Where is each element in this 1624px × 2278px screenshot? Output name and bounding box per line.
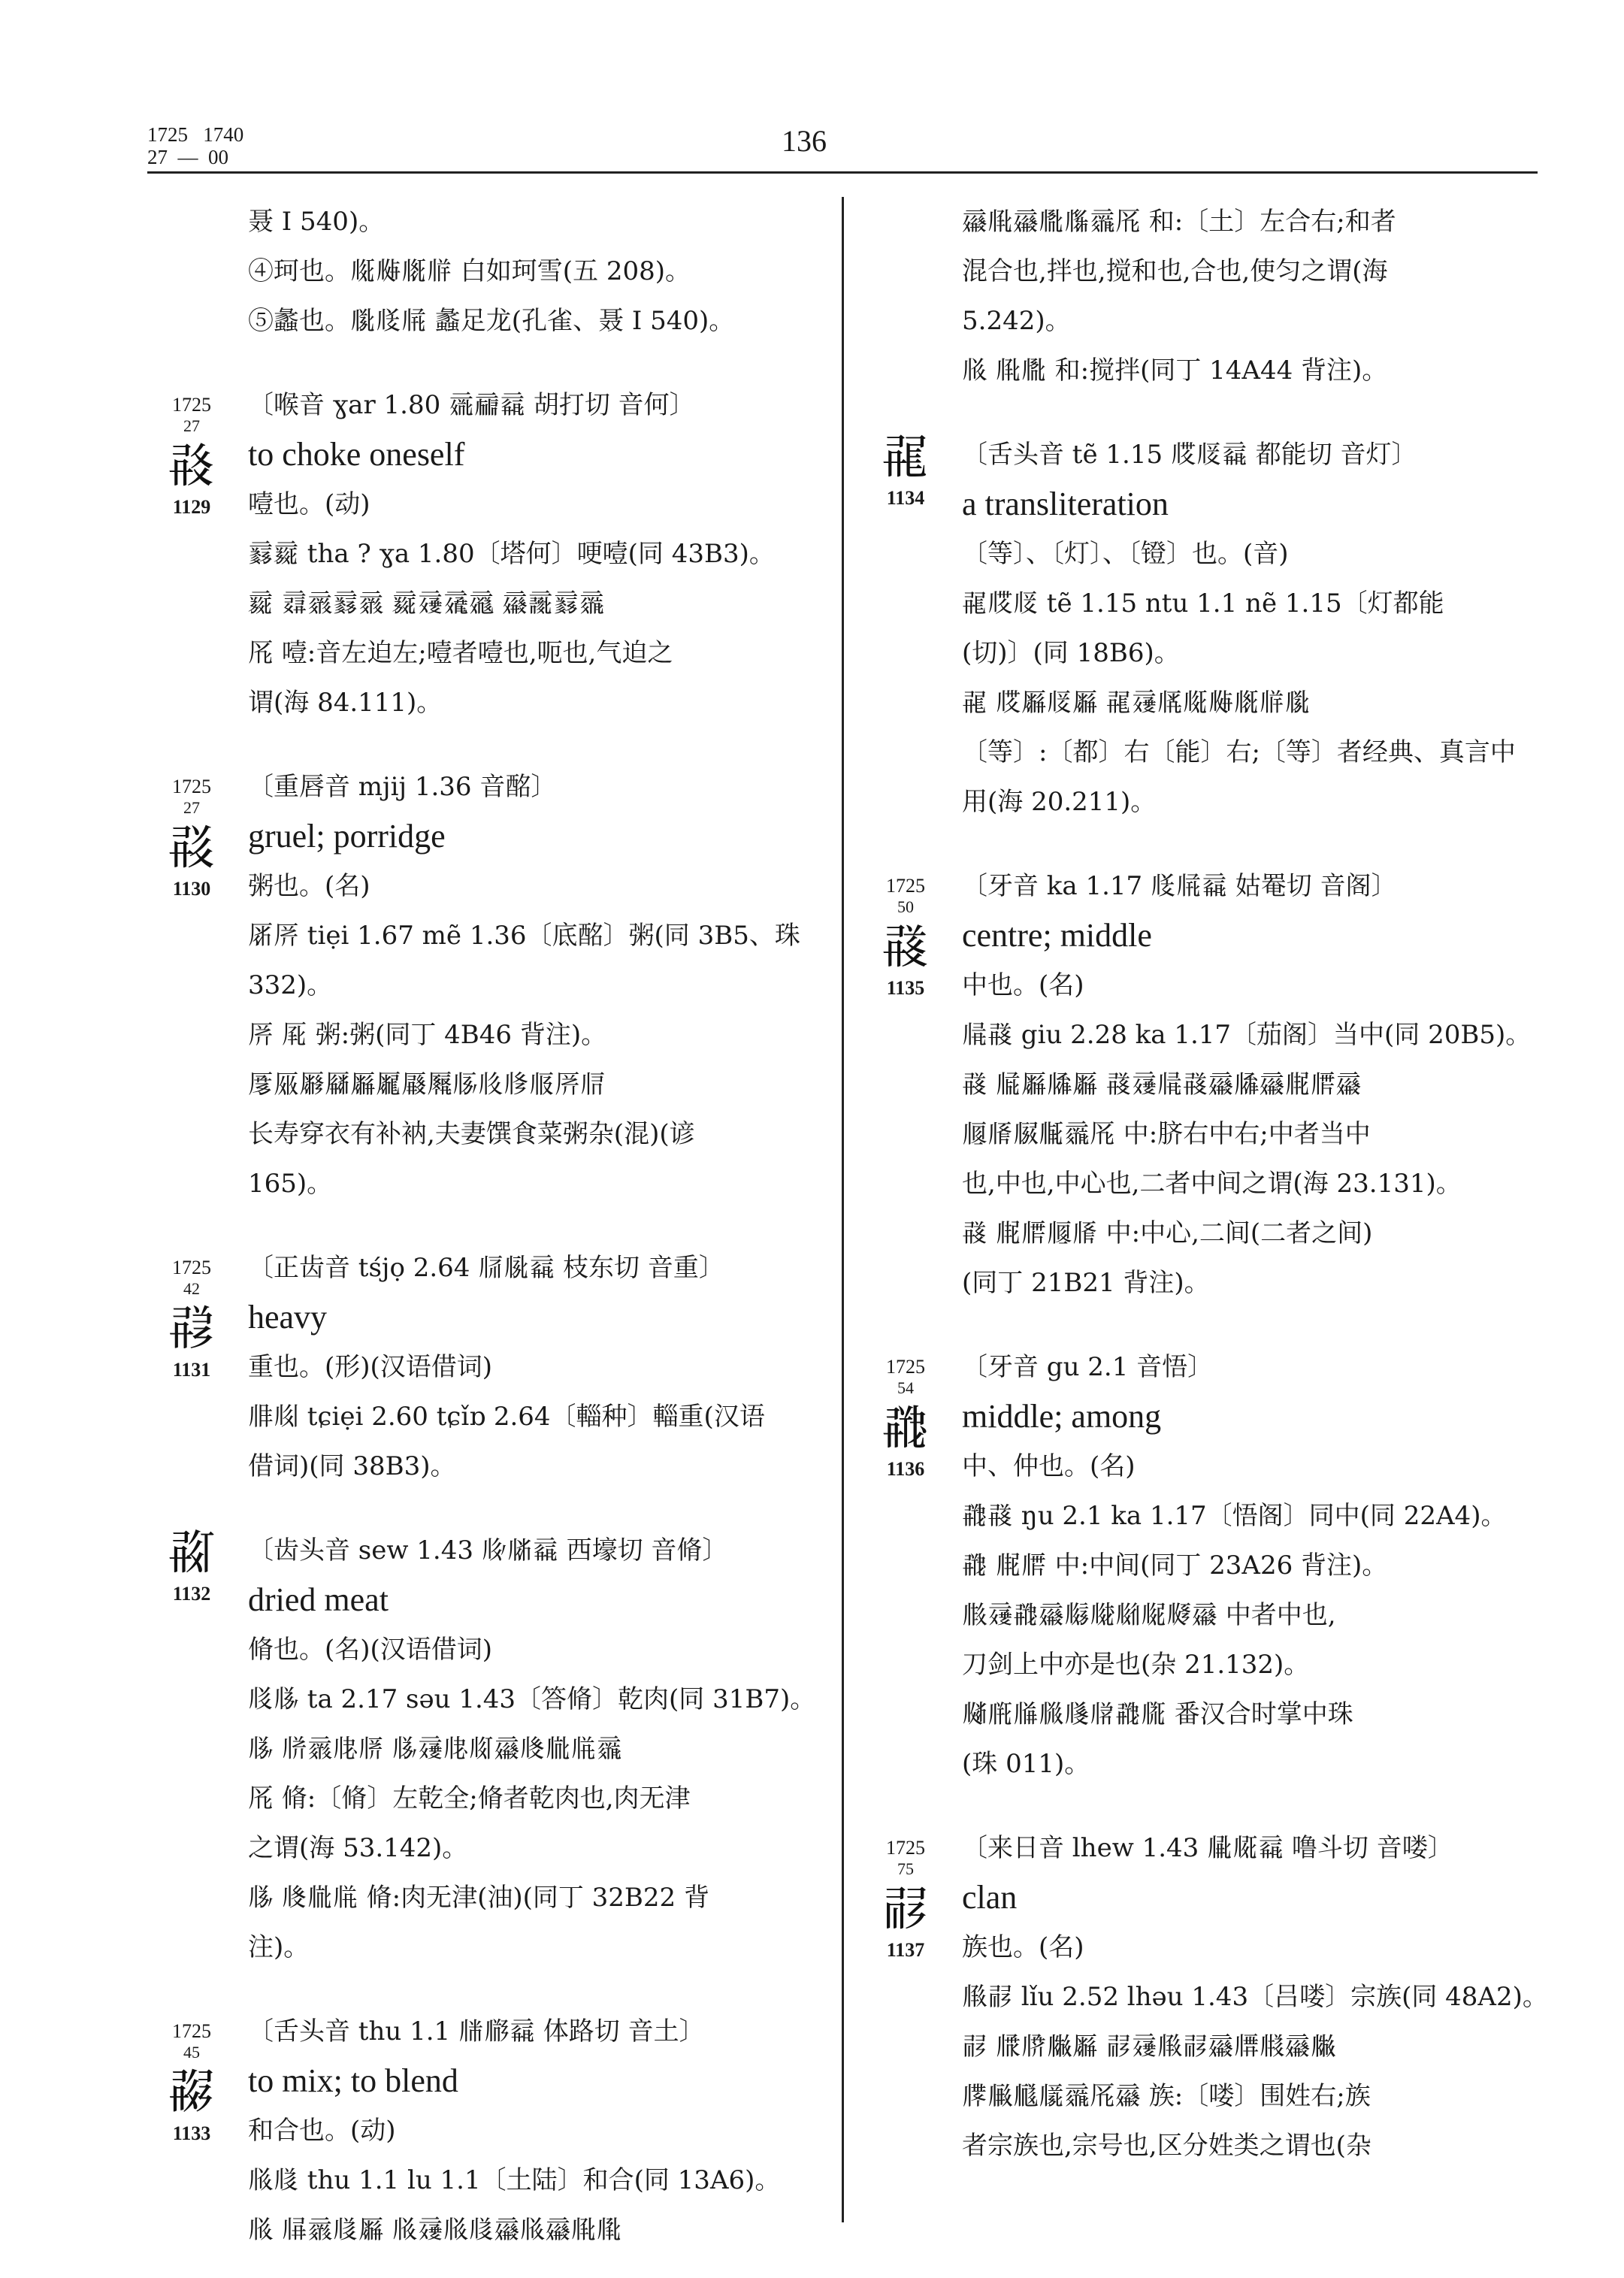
headword-glyph: 𘄣 bbox=[168, 1525, 216, 1581]
headword-glyph: 𘄨 bbox=[882, 1881, 930, 1937]
entry-line: 用(海 20.211)。 bbox=[962, 787, 1157, 817]
entry-line: 之谓(海 53.142)。 bbox=[248, 1833, 468, 1863]
dictionary-entry bbox=[882, 861, 1623, 1308]
entry-line: 𗄵 𗄶𗄖𗄷𗄸 𗄵𗄗𗄷𗄹𗄚𗄺𗄻𗄼𗄜 bbox=[248, 1734, 622, 1764]
entry-margin-label bbox=[150, 1243, 233, 1381]
header-range bbox=[147, 123, 243, 168]
headword-glyph: 𘄧 bbox=[882, 1400, 930, 1456]
entry-line: 〔等〕:〔都〕右〔能〕右;〔等〕者经典、真言中 bbox=[962, 737, 1516, 767]
continuation-line: 5.242)。 bbox=[962, 306, 1071, 336]
entry-line: 〔重唇音 mjij 1.36 音酩〕 bbox=[248, 772, 557, 802]
entry-line: 𘄨 𗅩𗅪𗅫𗄥 𘄨𗄗𗅨𘄨𗄚𗅬𗅭𗄚𗅫 bbox=[962, 2031, 1336, 2062]
continuation-line: 聂 I 540)。 bbox=[248, 207, 385, 237]
entry-gap bbox=[248, 1209, 909, 1243]
entry-number: 1129 bbox=[172, 496, 211, 518]
dictionary-entry bbox=[168, 762, 909, 1209]
dictionary-entry bbox=[882, 429, 1623, 827]
entry-line: 𘄧 𗅓𗅔 中:中间(同丁 23A26 背注)。 bbox=[962, 1550, 1388, 1581]
entry-year: 1725 bbox=[172, 776, 211, 797]
headword-glyph: 𘄡 bbox=[168, 820, 216, 876]
english-gloss: middle; among bbox=[962, 1398, 1162, 1435]
english-gloss: centre; middle bbox=[962, 917, 1152, 954]
entry-gap bbox=[962, 827, 1623, 861]
entry-margin-label bbox=[150, 1523, 233, 1605]
entry-subcode: 27 bbox=[183, 416, 200, 435]
entry-line: 〔舌头音 thu 1.1 𗄽𗄾𗄒 体路切 音土〕 bbox=[248, 2016, 705, 2047]
page-number: 136 bbox=[782, 124, 827, 158]
english-gloss: a transliteration bbox=[962, 486, 1169, 522]
english-gloss: heavy bbox=[248, 1299, 328, 1336]
entry-margin-label bbox=[864, 427, 947, 510]
entry-line: 𗄓𗄔 tha ? ɣa 1.80〔塔何〕哽噎(同 43B3)。 bbox=[248, 539, 775, 569]
entry-year: 1725 bbox=[172, 2020, 211, 2042]
entry-line: 𘄦 𗅑𗄥𗅒𗄥 𘄦𗄗𗅐𘄦𗄚𗅒𗄚𗅓𗅔𗄚 bbox=[962, 1069, 1362, 1100]
entry-line: 𗄞𗄟 tiẹi 1.67 mẽ 1.36〔底酩〕粥(同 3B5、珠 bbox=[248, 921, 800, 951]
entry-line: 族也。(名) bbox=[962, 1932, 1084, 1962]
header-range-bottom: 27 — 00 bbox=[147, 146, 228, 168]
entry-gap bbox=[248, 1972, 909, 2007]
entry-subcode: 42 bbox=[183, 1279, 200, 1298]
entry-line: 和合也。(动) bbox=[248, 2116, 396, 2146]
entry-number: 1136 bbox=[886, 1458, 925, 1480]
dictionary-entry bbox=[882, 1342, 1623, 1789]
header-rule bbox=[147, 171, 1538, 174]
entry-line: 〔齿头音 sew 1.43 𗄲𗄳𗄒 西壕切 音脩〕 bbox=[248, 1535, 728, 1566]
dictionary-entry bbox=[168, 2007, 909, 2255]
english-gloss: gruel; porridge bbox=[248, 818, 446, 855]
entry-margin-label bbox=[864, 1342, 947, 1481]
dictionary-entry bbox=[168, 380, 909, 728]
entry-year: 1725 bbox=[886, 875, 925, 897]
entry-gap bbox=[248, 346, 909, 380]
entry-line: 者宗族也,宗号也,区分姓类之谓也(杂 bbox=[962, 2131, 1371, 2161]
entry-subcode: 45 bbox=[183, 2043, 200, 2062]
entry-gap bbox=[248, 728, 909, 762]
headword-glyph: 𘄦 bbox=[882, 919, 930, 975]
entry-line: 𗄟 𗄠 粥:粥(同丁 4B46 背注)。 bbox=[248, 1020, 607, 1050]
entry-number: 1133 bbox=[172, 2122, 211, 2144]
entry-line: 中也。(名) bbox=[962, 970, 1084, 1000]
entry-line: 𗄰𗄱 tɕiẹi 2.60 tɕǐɒ 2.64〔輜种〕輜重(汉语 bbox=[248, 1402, 765, 1432]
entry-year: 1725 bbox=[172, 394, 211, 416]
english-gloss: to mix; to blend bbox=[248, 2062, 458, 2099]
entry-line: 粥也。(名) bbox=[248, 871, 370, 901]
entry-line: 〔舌头音 tẽ 1.15 𗅆𗅇𗄒 都能切 音灯〕 bbox=[962, 440, 1417, 470]
continuation-line: 𗄿 𗅂𗅄 和:搅拌(同丁 14A44 背注)。 bbox=[962, 355, 1388, 386]
entry-line: 𗄝 噎:音左迫左;噎者噎也,呃也,气迫之 bbox=[248, 638, 673, 668]
entry-line: 中、仲也。(名) bbox=[962, 1451, 1136, 1481]
entry-year: 1725 bbox=[172, 1257, 211, 1278]
entry-line: 𘄥 𗅆𗄥𗅇𗄥 𘄥𗄗𗅈𗅉𗅊𗅋𗅌𗅍 bbox=[962, 688, 1311, 718]
entry-line: 刀剑上中亦是也(杂 21.132)。 bbox=[962, 1650, 1310, 1680]
dictionary-entry bbox=[882, 1823, 1623, 2171]
left-column bbox=[168, 197, 909, 2255]
entry-line: 𗄿 𗅁𗄖𗅀𗄥 𗄿𗄗𗄿𗅀𗄚𗄿𗄚𗅂𗅃 bbox=[248, 2215, 622, 2245]
entry-line: 谓(海 84.111)。 bbox=[248, 688, 443, 718]
entry-number: 1130 bbox=[172, 878, 211, 900]
entry-number: 1135 bbox=[886, 977, 925, 999]
english-gloss: to choke oneself bbox=[248, 436, 465, 473]
entry-line: 借词)(同 38B3)。 bbox=[248, 1451, 456, 1481]
entry-line: 𗄝 脩:〔脩〕左乾全;脩者乾肉也,肉无津 bbox=[248, 1783, 691, 1814]
entry-gap bbox=[962, 1789, 1623, 1823]
dictionary-entry bbox=[168, 1243, 909, 1491]
entry-line: 噎也。(动) bbox=[248, 489, 370, 519]
entry-line: 〔来日音 lhew 1.43 𗅦𗅧𗄒 噜斗切 音喽〕 bbox=[962, 1833, 1453, 1863]
entry-line: 〔等〕、〔灯〕、〔镫〕也。(音) bbox=[962, 539, 1289, 569]
entry-line: 𗅟𗅠𗅡𗅢𗅣𗅤𘄧𗅥 番汉合时掌中珠 bbox=[962, 1699, 1353, 1729]
entry-line: 𗄡𗄢𗄣𗄤𗄥𗄦𗄧𗄨𗄩𗄪𗄫𗄬𗄟𗄭 bbox=[248, 1069, 606, 1100]
entry-line: 脩也。(名)(汉语借词) bbox=[248, 1635, 493, 1665]
entry-line: 也,中也,中心也,二者中间之谓(海 23.131)。 bbox=[962, 1169, 1462, 1199]
entry-line: 重也。(形)(汉语借词) bbox=[248, 1352, 493, 1382]
entry-margin-label bbox=[150, 380, 233, 519]
entry-number: 1131 bbox=[172, 1359, 211, 1381]
entry-line: 〔牙音 gu 2.1 音悟〕 bbox=[962, 1352, 1214, 1382]
entry-line: 𘄧𘄦 ŋu 2.1 ka 1.17〔悟阁〕同中(同 22A4)。 bbox=[962, 1501, 1507, 1531]
entry-number: 1134 bbox=[886, 487, 925, 509]
entry-line: 𗄿𗅀 thu 1.1 lu 1.1〔土陆〕和合(同 13A6)。 bbox=[248, 2165, 781, 2195]
headword-glyph: 𘄤 bbox=[168, 2065, 216, 2120]
continuation-line: 𗄚𗅂𗄚𗅄𗅅𗄜𗄝 和:〔土〕左合右;和者 bbox=[962, 207, 1396, 237]
entry-line: 𗅨𘄨 lǐu 2.52 lhəu 1.43〔吕喽〕宗族(同 48A2)。 bbox=[962, 1982, 1548, 2012]
entry-margin-label bbox=[864, 861, 947, 1000]
header-range-top: 1725 1740 bbox=[147, 123, 244, 146]
entry-line: 〔喉音 ɣar 1.80 𗄐𗄑𗄒 胡打切 音何〕 bbox=[248, 390, 695, 420]
entry-margin-label bbox=[150, 2007, 233, 2145]
entry-line: 〔牙音 ka 1.17 𗅎𗅏𗄒 姑罨切 音阁〕 bbox=[962, 871, 1397, 901]
headword-glyph: 𘄠 bbox=[168, 438, 216, 494]
entry-line: (同丁 21B21 背注)。 bbox=[962, 1268, 1210, 1298]
entry-margin-label bbox=[150, 762, 233, 900]
entry-line: 𗄔 𗄕𗄖𗄓𗄖 𗄔𗄗𗄘𗄙 𗄚𗄛𗄓𗄜 bbox=[248, 588, 605, 619]
entry-number: 1132 bbox=[172, 1583, 211, 1605]
entry-subcode: 27 bbox=[183, 798, 200, 817]
entry-gap bbox=[962, 395, 1623, 430]
entry-line: 〔正齿音 tśjọ 2.64 𗄮𗄯𗄒 枝东切 音重〕 bbox=[248, 1253, 724, 1283]
entry-line: 注)。 bbox=[248, 1932, 310, 1962]
entry-line: 𘄥𗅆𗅇 tẽ 1.15 ntu 1.1 nẽ 1.15〔灯都能 bbox=[962, 588, 1444, 619]
entry-number: 1137 bbox=[886, 1939, 925, 1961]
entry-gap bbox=[248, 1491, 909, 1526]
english-gloss: clan bbox=[962, 1879, 1018, 1916]
entry-line: 332)。 bbox=[248, 970, 333, 1000]
entry-subcode: 54 bbox=[897, 1378, 914, 1397]
entry-line: 𗅮𗅯𗅰𗅱𗄜𗄝𗄚 族:〔喽〕围姓右;族 bbox=[962, 2081, 1371, 2111]
entry-line: 𗄴𗄵 ta 2.17 səu 1.43〔答脩〕乾肉(同 31B7)。 bbox=[248, 1684, 816, 1714]
entry-year: 1725 bbox=[886, 1837, 925, 1859]
dictionary-entry bbox=[168, 1525, 909, 1972]
english-gloss: dried meat bbox=[248, 1581, 389, 1618]
entry-line: (珠 011)。 bbox=[962, 1749, 1090, 1779]
entry-line: 𗅙𗄗𘄧𗄚𗅚𗅛𗅜𗅝𗅞𗄚 中者中也, bbox=[962, 1600, 1336, 1630]
entry-gap bbox=[962, 1308, 1623, 1342]
entry-line: (切)〕(同 18B6)。 bbox=[962, 638, 1180, 668]
entry-year: 1725 bbox=[886, 1356, 925, 1378]
headword-glyph: 𘄢 bbox=[168, 1301, 216, 1357]
entry-subcode: 50 bbox=[897, 897, 914, 916]
headword-glyph: 𘄥 bbox=[882, 429, 930, 485]
right-column bbox=[882, 197, 1623, 2171]
entry-line: 𗅐𘄦 giu 2.28 ka 1.17〔茄阁〕当中(同 20B5)。 bbox=[962, 1020, 1532, 1050]
entry-line: 长寿穿衣有补衲,夫妻馔食菜粥杂(混)(谚 bbox=[248, 1119, 695, 1149]
entry-line: 𗅕𗅖𗅗𗅘𗄜𗄝 中:脐右中右;中者当中 bbox=[962, 1119, 1371, 1149]
entry-line: 𘄦 𗅓𗅔𗅕𗅖 中:中心,二间(二者之间) bbox=[962, 1218, 1373, 1248]
entry-line: 165)。 bbox=[248, 1169, 333, 1199]
continuation-line: ⑤蠡也。𗅍𗅎𗅏 蠡足龙(孔雀、聂 I 540)。 bbox=[248, 306, 735, 336]
continuation-line: ④珂也。𗅉𗅊𗅋𗅌 白如珂雪(五 208)。 bbox=[248, 256, 691, 286]
entry-margin-label bbox=[864, 1823, 947, 1962]
continuation-line: 混合也,拌也,搅和也,合也,使匀之谓(海 bbox=[962, 256, 1388, 286]
entry-line: 𗄵 𗄺𗄻𗄼 脩:肉无津(油)(同丁 32B22 背 bbox=[248, 1883, 709, 1913]
entry-subcode: 75 bbox=[897, 1859, 914, 1878]
